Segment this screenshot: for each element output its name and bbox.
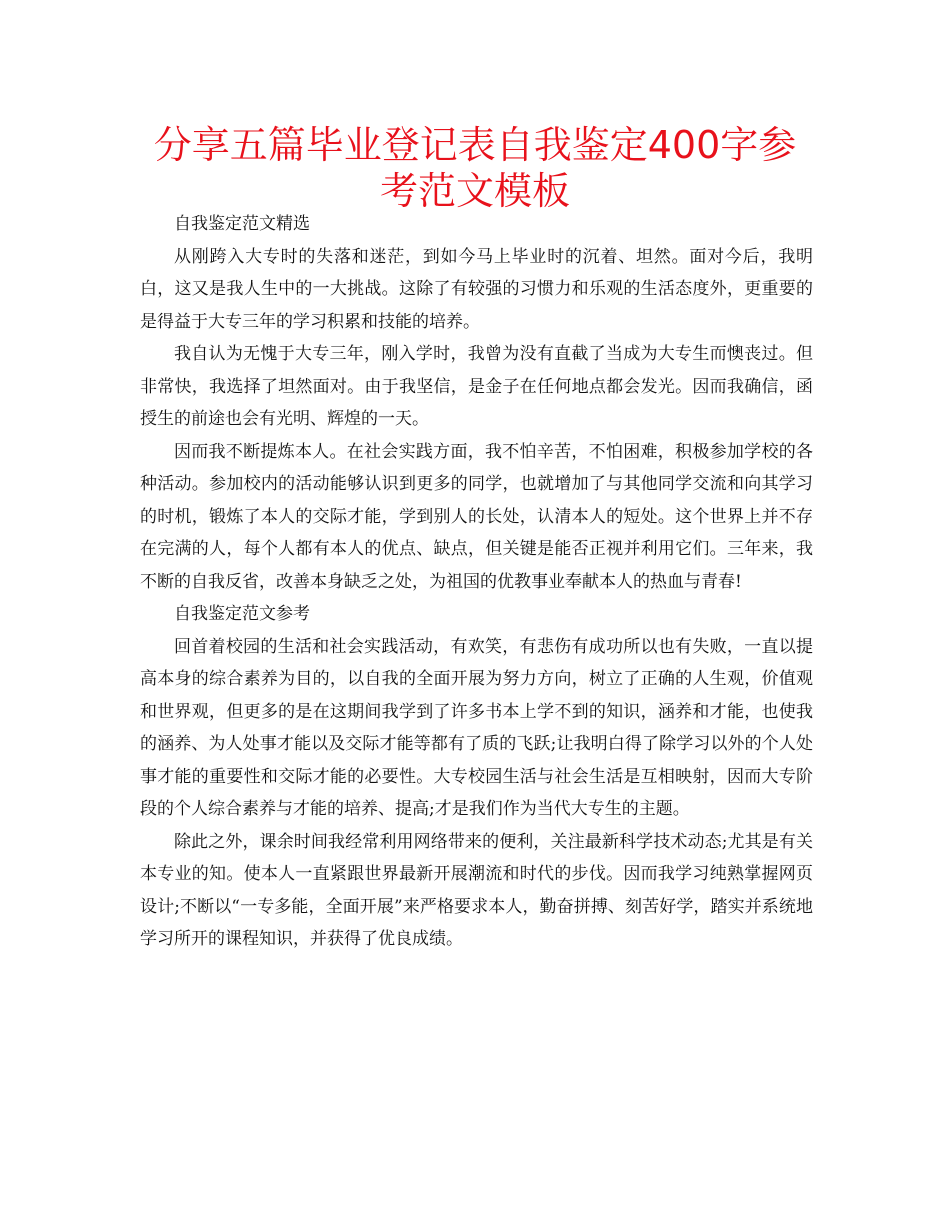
section-heading: 自我鉴定范文精选 [174, 214, 310, 234]
paragraph: 除此之外，课余时间我经常利用网络带来的便利，关注最新科学技术动态;尤其是有关本专业的知。使本人一直紧跟世界最新开展潮流和时代的步伐。因而我学习纯熟掌握网页设计;不断以“一专多能，全面开展”来严格要求本人，勤奋拼搏、刻苦好学，踏实并系统地学习所开的课程知识，并获得了优良成绩。 [140, 831, 813, 949]
paragraph: 我自认为无愧于大专三年，刚入学时，我曾为没有直截了当成为大专生而懊丧过。但非常快，我选择了坦然面对。由于我坚信，是金子在任何地点都会发光。因而我确信，函授生的前途也会有光明、辉煌的一天。 [140, 344, 813, 429]
paragraph: 从刚跨入大专时的失落和迷茫，到如今马上毕业时的沉着、坦然。面对今后，我明白，这又是我人生中的一大挑战。这除了有较强的习惯力和乐观的生活态度外，更重要的是得益于大专三年的学习积累和技能的培养。 [140, 246, 813, 332]
document-title: 分享五篇毕业登记表自我鉴定400字参考范文模板 [153, 123, 797, 213]
paragraph: 因而我不断提炼本人。在社会实践方面，我不怕辛苦，不怕困难，积极参加学校的各种活动。参加校内的活动能够认识到更多的同学，也就增加了与其他同学交流和向其学习的时机，锻炼了本人的交际才能，学到别人的长处，认清本人的短处。这个世界上并不存在完满的人，每个人都有本人的优点、缺点，但关键是能否正视并利用它们。三年来，我不断的自我反省，改善本身缺乏之处，为祖国的优教事业奉献本人的热血与青春! [140, 441, 813, 592]
section-heading: 自我鉴定范文参考 [174, 604, 310, 624]
paragraph: 回首着校园的生活和社会实践活动，有欢笑，有悲伤有成功所以也有失败，一直以提高本身的综合素养为目的，以自我的全面开展为努力方向，树立了正确的人生观，价值观和世界观，但更多的是在这期间我学到了许多书本上学不到的知识，涵养和才能，也使我的涵养、为人处事才能以及交际才能等都有了质的飞跃;让我明白得了除学习以外的个人处事才能的重要性和交际才能的必要性。大专校园生活与社会生活是互相映射，因而大专阶段的个人综合素养与才能的培养、提高;才是我们作为当代大专生的主题。 [140, 636, 813, 819]
document-body [140, 208, 813, 956]
